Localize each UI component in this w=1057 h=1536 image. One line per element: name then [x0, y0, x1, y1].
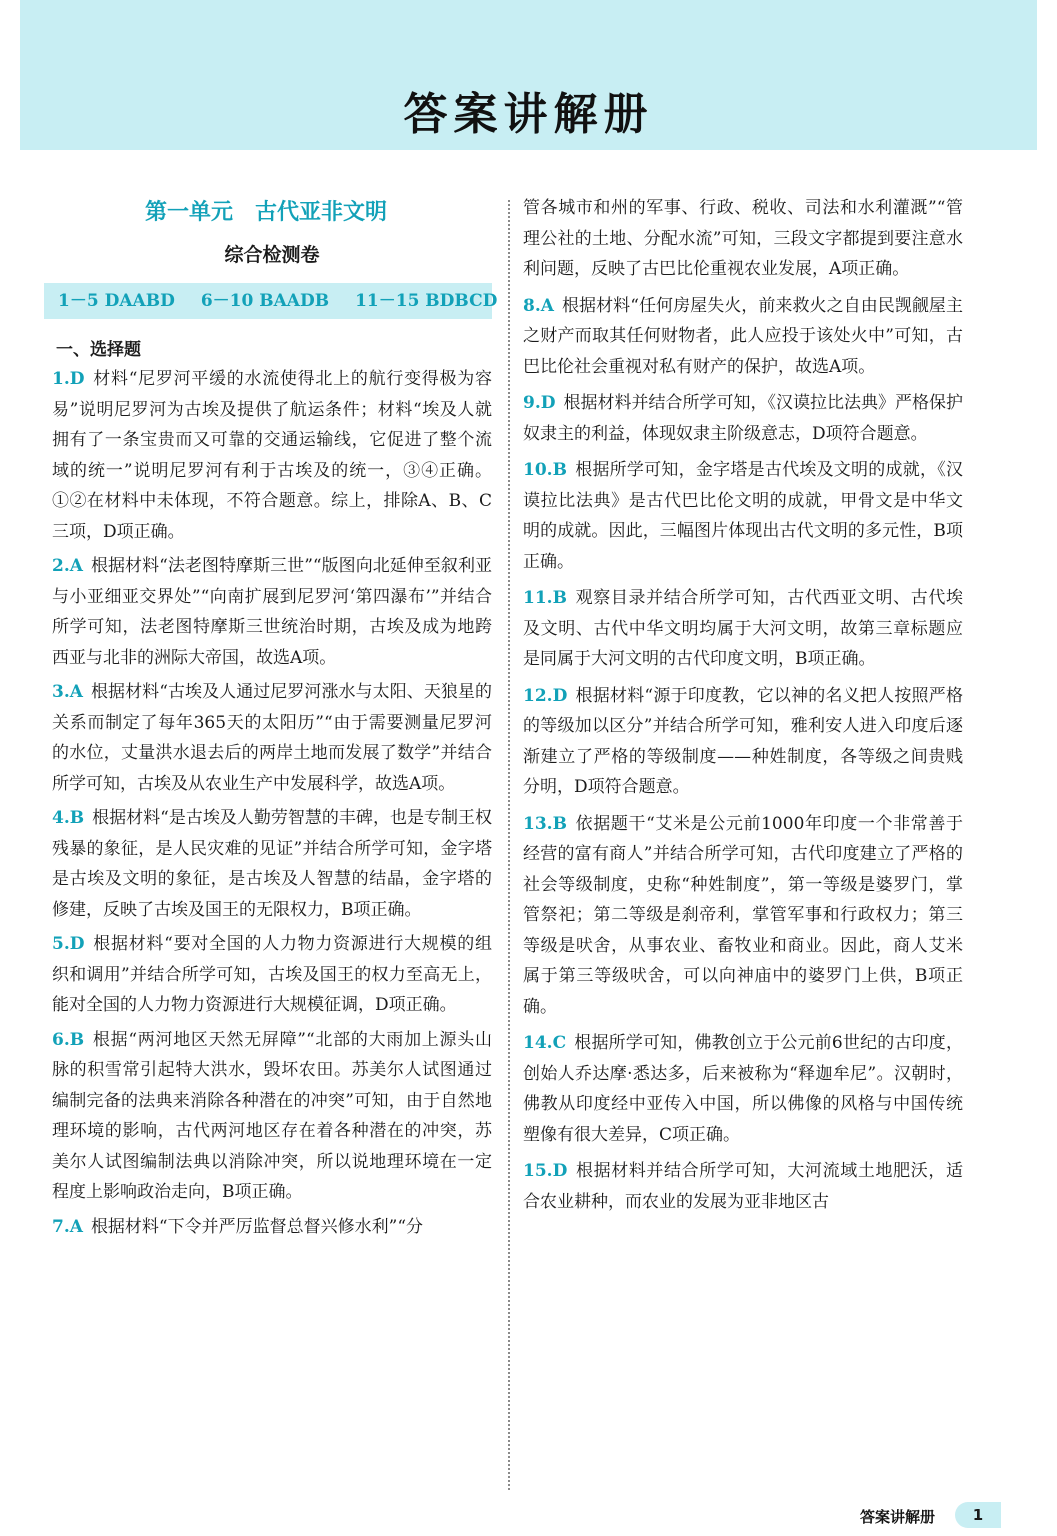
- header-banner: [20, 0, 1037, 150]
- answer-explanation: 根据“两河地区天然无屏障”“北部的大雨加上源头山脉的积雪常引起特大洪水，毁坏农田。苏美尔人试图通过编制完备的法典来消除各种潜在的冲突”可知，由于自然地理环境的影响，古代两河地区存在着各种潜在的冲突，苏美尔人试图编制法典以消除冲突，所以说地理环境在一定程度上影响政治走向，B项正确。: [52, 1029, 492, 1202]
- answer-key-group: 1－5 DAABD: [58, 291, 175, 311]
- answer-number: 9.D: [523, 393, 556, 413]
- answer-item: [52, 1025, 492, 1208]
- answer-item: [523, 388, 963, 449]
- answer-item: [523, 809, 963, 1023]
- answer-item: [52, 677, 492, 799]
- answer-item: [52, 364, 492, 547]
- section-heading: 一、选择题: [56, 340, 141, 360]
- answer-explanation: 材料“尼罗河平缓的水流使得北上的航行变得极为容易”说明尼罗河为古埃及提供了航运条件；材料“埃及人就拥有了一条宝贵而又可靠的交通运输线，它促进了整个流域的统一”说明尼罗河有利于古埃及的统一，③④正确。①②在材料中未体现，不符合题意。综上，排除A、B、C三项，D项正确。: [52, 369, 492, 542]
- answer-continuation: 管各城市和州的军事、行政、税收、司法和水利灌溉”“管理公社的土地、分配水流”可知，三段文字都提到要注意水利问题，反映了古巴比伦重视农业发展，A项正确。: [523, 198, 963, 279]
- answer-number: 12.D: [523, 685, 568, 706]
- answer-item: [52, 803, 492, 925]
- answer-explanation: 根据所学可知，佛教创立于公元前6世纪的古印度，创始人乔达摩·悉达多，后来被称为“释迦牟尼”。汉朝时，佛教从印度经中亚传入中国，所以佛像的风格与中国传统塑像有很大差异，C项正确。: [523, 1033, 963, 1145]
- answer-number: 10.B: [523, 460, 567, 480]
- answer-number: 15.D: [523, 1161, 568, 1181]
- answer-item: [52, 551, 492, 673]
- answer-number: 1.D: [52, 369, 85, 389]
- answer-explanation: 根据材料“法老图特摩斯三世”“版图向北延伸至叙利亚与小亚细亚交界处”“向南扩展到尼罗河‘第四瀑布’”并结合所学可知，法老图特摩斯三世统治时期，古埃及成为地跨西亚与北非的洲际大帝国，故选A项。: [52, 556, 492, 668]
- column-divider: [508, 200, 510, 1490]
- answer-item: [52, 929, 492, 1021]
- answer-number: 5.D: [52, 934, 85, 954]
- answer-item: [523, 1028, 963, 1150]
- footer-label: 答案讲解册: [860, 1508, 936, 1526]
- answer-number: 4.B: [52, 808, 85, 828]
- answer-list-right: [523, 291, 963, 1218]
- answer-item: [523, 681, 963, 803]
- answer-number: 2.A: [52, 556, 83, 576]
- answer-explanation: 根据材料并结合所学可知，《汉谟拉比法典》严格保护奴隶主的利益，体现奴隶主阶级意志，D项符合题意。: [523, 393, 963, 444]
- answer-explanation: 根据材料“任何房屋失火，前来救火之自由民觊觎屋主之财产而取其任何财物者，此人应投于该处火中”可知，古巴比伦社会重视对私有财产的保护，故选A项。: [523, 295, 963, 377]
- quiz-title: 综合检测卷: [224, 244, 320, 266]
- answer-explanation: 根据材料“古埃及人通过尼罗河涨水与太阳、天狼星的关系而制定了每年365天的太阳历”“由于需要测量尼罗河的水位，丈量洪水退去后的两岸土地而发展了数学”并结合所学可知，古埃及从农业生产中发展科学，故选A项。: [52, 682, 492, 794]
- answer-number: 8.A: [523, 295, 554, 316]
- answer-key-group: 6－10 BAADB: [200, 291, 330, 311]
- unit-label: 第一单元: [144, 200, 233, 225]
- answer-explanation: 根据材料“下令并严厉监督总督兴修水利”“分: [90, 1216, 424, 1237]
- answer-key-bar: [44, 283, 498, 319]
- left-column: [52, 195, 498, 1242]
- answer-explanation: 根据所学可知，金字塔是古代埃及文明的成就，《汉谟拉比法典》是古代巴比伦文明的成就，甲骨文是中华文明的成就。因此，三幅图片体现出古代文明的多元性，B项正确。: [523, 460, 963, 572]
- answer-item: [523, 583, 963, 675]
- answer-item: [523, 291, 963, 383]
- right-column: [523, 195, 963, 1217]
- unit-title: [40, 195, 492, 226]
- answer-key-group: 11－15 BDBCD: [355, 291, 498, 311]
- answer-number: 6.B: [52, 1029, 85, 1050]
- answer-explanation: 依据题干“艾米是公元前1000年印度一个非常善于经营的富有商人”并结合所学可知，古代印度建立了严格的社会等级制度，史称“种姓制度”，第一等级是婆罗门，掌管祭祀；第二等级是刹帝利，掌管军事和行政权力；第三等级是吠舍，从事农业、畜牧业和商业。因此，商人艾米属于第三等级吠舍，可以向神庙中的婆罗门上供，B项正确。: [523, 813, 963, 1017]
- answer-item: [52, 1212, 492, 1243]
- answer-number: 14.C: [523, 1033, 567, 1053]
- answer-item: [523, 1156, 963, 1217]
- unit-name: 古代亚非文明: [255, 200, 388, 225]
- page-title: 答案讲解册: [403, 89, 654, 140]
- answer-number: 13.B: [523, 813, 567, 834]
- page-number-badge: 1: [955, 1502, 1001, 1528]
- answer-item: [523, 455, 963, 577]
- answer-explanation: 根据材料“要对全国的人力物力资源进行大规模的组织和调用”并结合所学可知，古埃及国王的权力至高无上，能对全国的人力物力资源进行大规模征调，D项正确。: [52, 934, 492, 1015]
- answer-number: 11.B: [523, 588, 567, 608]
- answer-number: 3.A: [52, 682, 83, 702]
- answer-list-left: [52, 364, 492, 1242]
- answer-explanation: 观察目录并结合所学可知，古代西亚文明、古代埃及文明、古代中华文明均属于大河文明，故第三章标题应是同属于大河文明的古代印度文明，B项正确。: [523, 588, 963, 669]
- answer-number: 7.A: [52, 1216, 83, 1237]
- answer-explanation: 根据材料“源于印度教，它以神的名义把人按照严格的等级加以区分”并结合所学可知，雅利安人进入印度后逐渐建立了严格的等级制度——种姓制度，各等级之间贵贱分明，D项符合题意。: [523, 685, 963, 797]
- answer-explanation: 根据材料“是古埃及人勤劳智慧的丰碑，也是专制王权残暴的象征，是人民灾难的见证”并结合所学可知，金字塔是古埃及文明的象征，是古埃及人智慧的结晶，金字塔的修建，反映了古埃及国王的无限权力，B项正确。: [52, 808, 492, 920]
- answer-explanation: 根据材料并结合所学可知，大河流域土地肥沃，适合农业耕种，而农业的发展为亚非地区古: [523, 1161, 963, 1212]
